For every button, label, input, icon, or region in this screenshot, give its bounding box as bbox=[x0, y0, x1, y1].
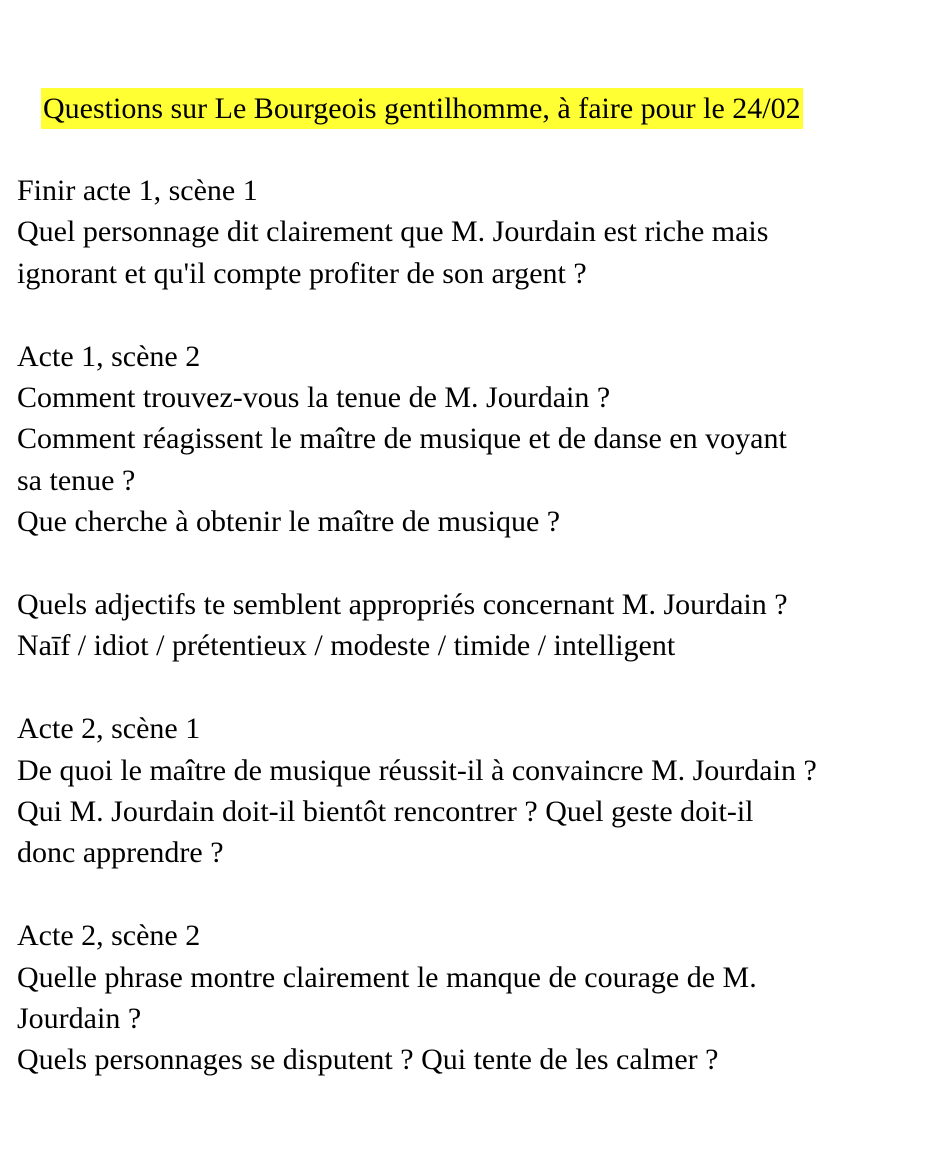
document-body bbox=[17, 170, 947, 1122]
question-text: donc apprendre ? bbox=[17, 836, 224, 870]
question-text: De quoi le maître de musique réussit-il à convaincre M. Jourdain ? bbox=[17, 753, 817, 787]
section-heading: Acte 1, scène 2 bbox=[17, 339, 201, 373]
section-acte2-scene1 bbox=[17, 708, 947, 874]
adjective-options: Naīf / idiot / prétentieux / modeste / timide / intelligent bbox=[17, 629, 676, 663]
section-acte2-scene2 bbox=[17, 915, 947, 1081]
question-text: Que cherche à obtenir le maître de musique ? bbox=[17, 505, 561, 539]
question-text: sa tenue ? bbox=[17, 463, 136, 497]
question-text: Jourdain ? bbox=[17, 1002, 142, 1036]
section-acte1-scene1 bbox=[17, 170, 947, 294]
question-text: Comment réagissent le maître de musique et de danse en voyant bbox=[17, 422, 787, 456]
question-text: Comment trouvez-vous la tenue de M. Jourdain ? bbox=[17, 381, 611, 415]
section-heading: Acte 2, scène 1 bbox=[17, 712, 201, 746]
section-adjectifs bbox=[17, 584, 947, 667]
question-text: ignorant et qu'il compte profiter de son argent ? bbox=[17, 256, 587, 290]
section-acte1-scene2 bbox=[17, 336, 947, 543]
question-text: Quel personnage dit clairement que M. Jourdain est riche mais bbox=[17, 215, 769, 249]
question-text: Quels personnages se disputent ? Qui tente de les calmer ? bbox=[17, 1043, 719, 1077]
question-text: Quels adjectifs te semblent appropriés concernant M. Jourdain ? bbox=[17, 588, 788, 622]
section-heading: Acte 2, scène 2 bbox=[17, 919, 201, 953]
title-container bbox=[41, 88, 803, 129]
section-heading: Finir acte 1, scène 1 bbox=[17, 174, 258, 207]
question-text: Quelle phrase montre clairement le manque de courage de M. bbox=[17, 960, 757, 994]
page-title: Questions sur Le Bourgeois gentilhomme, à faire pour le 24/02 bbox=[41, 88, 803, 129]
question-text: Qui M. Jourdain doit-il bientôt rencontrer ? Quel geste doit-il bbox=[17, 795, 754, 829]
